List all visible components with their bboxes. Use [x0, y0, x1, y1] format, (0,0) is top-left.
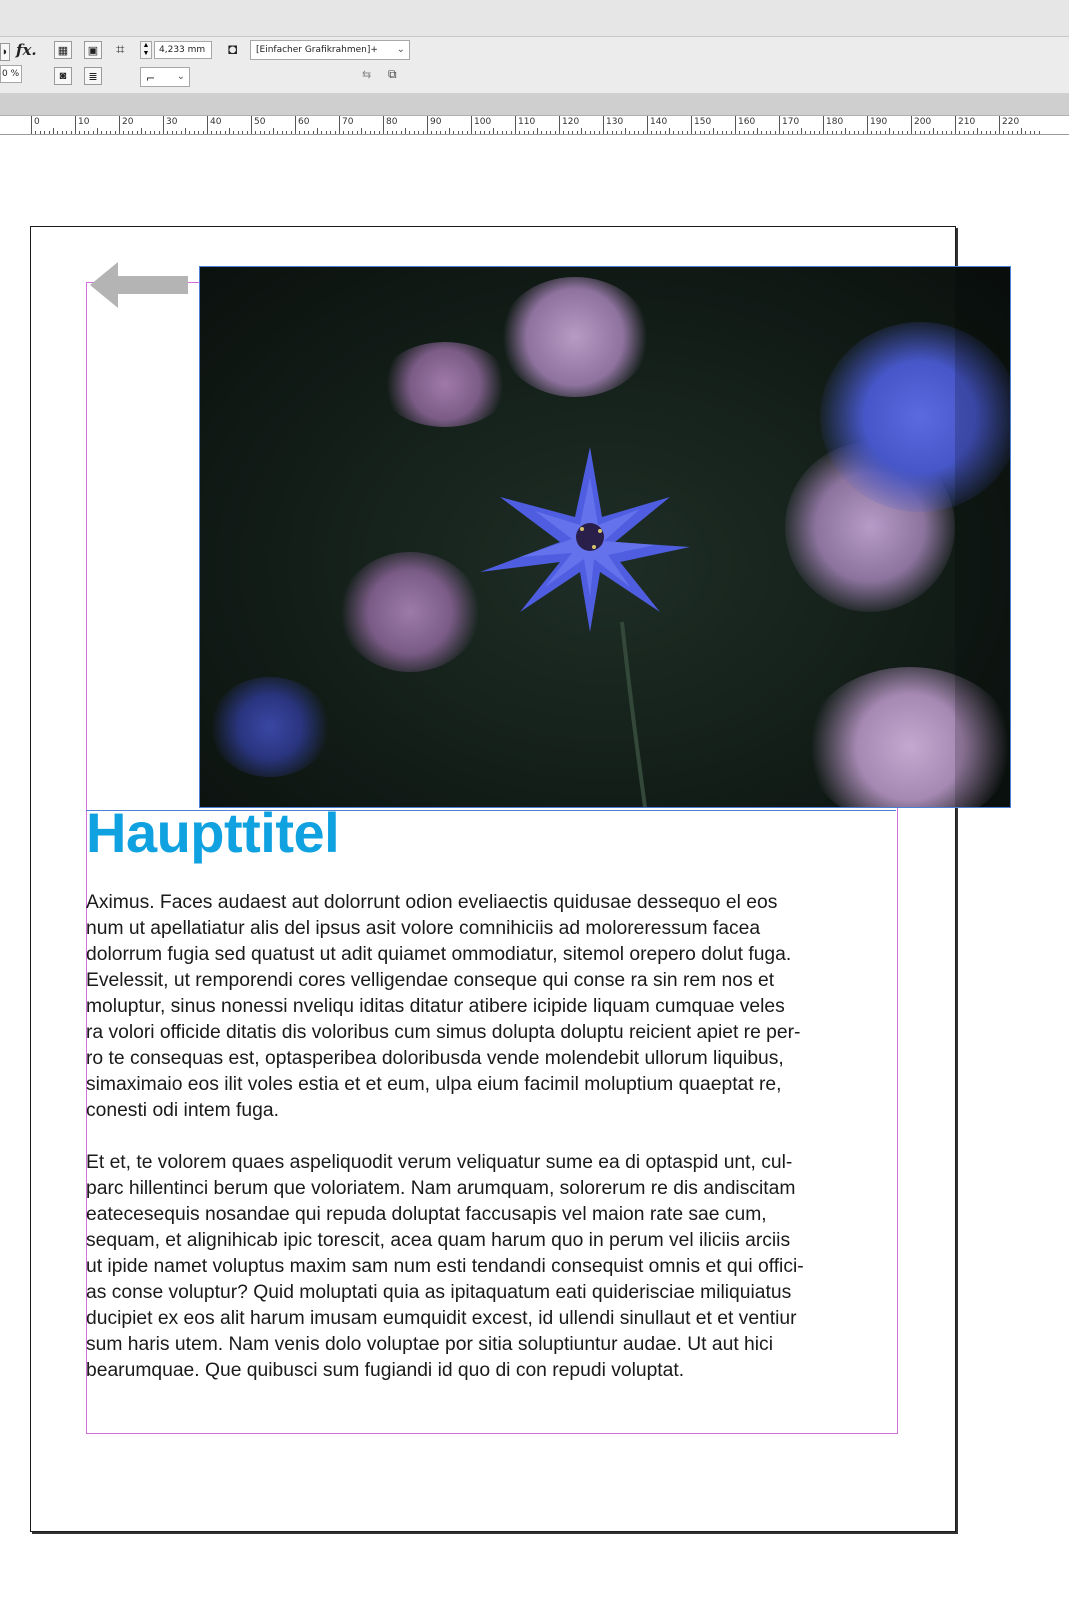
style-options-icon[interactable]: ⧉	[388, 67, 397, 81]
ruler-minor-tick	[418, 131, 419, 134]
ruler-minor-tick	[858, 131, 859, 134]
ruler-minor-tick	[49, 131, 50, 134]
ruler-minor-tick	[669, 128, 670, 134]
fill-frame-icon[interactable]: ▦	[54, 41, 72, 59]
ruler-minor-tick	[775, 131, 776, 134]
ruler-minor-tick	[101, 131, 102, 134]
ruler-minor-tick	[770, 131, 771, 134]
ruler-minor-tick	[238, 131, 239, 134]
ruler-minor-tick	[423, 131, 424, 134]
ruler-minor-tick	[396, 131, 397, 134]
ruler-minor-tick	[1039, 131, 1040, 134]
ruler-minor-tick	[607, 131, 608, 134]
ruler-minor-tick	[405, 128, 406, 134]
ruler-minor-tick	[352, 131, 353, 134]
ruler-minor-tick	[225, 131, 226, 134]
ruler-minor-tick	[357, 131, 358, 134]
ruler-tick	[955, 116, 956, 134]
ruler-minor-tick	[511, 131, 512, 134]
ruler-minor-tick	[880, 131, 881, 134]
page-title[interactable]: Haupttitel	[86, 801, 340, 864]
ruler-minor-tick	[211, 131, 212, 134]
ruler-minor-tick	[1034, 131, 1035, 134]
ruler-minor-tick	[990, 131, 991, 134]
ruler-label: 0	[34, 117, 40, 127]
ruler-tick	[911, 116, 912, 134]
ruler-minor-tick	[805, 131, 806, 134]
ruler-minor-tick	[541, 131, 542, 134]
ruler-minor-tick	[907, 131, 908, 134]
ruler-minor-tick	[836, 131, 837, 134]
ruler-minor-tick	[159, 131, 160, 134]
ruler-label: 60	[298, 117, 310, 127]
ruler-label: 200	[914, 117, 932, 127]
ruler-label: 30	[166, 117, 178, 127]
ruler-minor-tick	[849, 131, 850, 134]
ruler-minor-tick	[145, 131, 146, 134]
ruler-minor-tick	[889, 128, 890, 134]
ruler-minor-tick	[343, 131, 344, 134]
object-style-icon: ◘	[228, 41, 238, 58]
ruler-minor-tick	[792, 131, 793, 134]
ruler-minor-tick	[150, 131, 151, 134]
ruler-minor-tick	[893, 131, 894, 134]
ruler-minor-tick	[810, 131, 811, 134]
ruler-minor-tick	[401, 131, 402, 134]
ruler-minor-tick	[814, 131, 815, 134]
arrow-left-icon	[90, 262, 190, 308]
stroke-type-dropdown[interactable]: ⌐ ⌄	[140, 67, 190, 87]
ruler-tick	[603, 116, 604, 134]
ruler-minor-tick	[744, 131, 745, 134]
ruler-minor-tick	[946, 131, 947, 134]
ruler-tick	[999, 116, 1000, 134]
ruler-minor-tick	[555, 131, 556, 134]
ruler-minor-tick	[951, 131, 952, 134]
ruler-minor-tick	[1017, 131, 1018, 134]
ruler-minor-tick	[656, 131, 657, 134]
ruler-label: 40	[210, 117, 222, 127]
ruler-minor-tick	[722, 131, 723, 134]
ruler-tick	[339, 116, 340, 134]
ruler-minor-tick	[97, 128, 98, 134]
ruler-minor-tick	[731, 131, 732, 134]
ruler-minor-tick	[524, 131, 525, 134]
ruler-minor-tick	[801, 128, 802, 134]
clear-overrides-icon[interactable]: ⇆	[362, 69, 372, 81]
ruler-minor-tick	[229, 128, 230, 134]
control-panel	[0, 37, 1069, 93]
ruler-minor-tick	[502, 131, 503, 134]
ruler-minor-tick	[313, 131, 314, 134]
application-bar	[0, 0, 1069, 37]
ruler-minor-tick	[651, 131, 652, 134]
ruler-minor-tick	[1025, 131, 1026, 134]
ruler-minor-tick	[634, 131, 635, 134]
ruler-minor-tick	[898, 131, 899, 134]
ruler-minor-tick	[563, 131, 564, 134]
ruler-minor-tick	[291, 131, 292, 134]
ruler-minor-tick	[326, 131, 327, 134]
ruler-label: 190	[870, 117, 888, 127]
align-icon[interactable]: ≣	[84, 67, 102, 85]
ruler-tick	[119, 116, 120, 134]
ruler-tick	[75, 116, 76, 134]
ruler-minor-tick	[682, 131, 683, 134]
ruler-tick	[427, 116, 428, 134]
ruler-label: 100	[474, 117, 492, 127]
ruler-minor-tick	[194, 131, 195, 134]
ruler-label: 170	[782, 117, 800, 127]
ruler-minor-tick	[1021, 128, 1022, 134]
ruler-minor-tick	[590, 131, 591, 134]
ruler-minor-tick	[489, 131, 490, 134]
ruler-minor-tick	[981, 131, 982, 134]
ruler-tick	[691, 116, 692, 134]
ruler-tick	[163, 116, 164, 134]
ruler-minor-tick	[616, 131, 617, 134]
ruler-minor-tick	[687, 131, 688, 134]
ruler-tick	[735, 116, 736, 134]
ruler-minor-tick	[528, 131, 529, 134]
ruler-minor-tick	[335, 131, 336, 134]
ruler-minor-tick	[572, 131, 573, 134]
ruler-minor-tick	[379, 131, 380, 134]
ruler-minor-tick	[387, 131, 388, 134]
ruler-minor-tick	[761, 131, 762, 134]
ruler-minor-tick	[53, 128, 54, 134]
ruler-minor-tick	[841, 131, 842, 134]
ruler-minor-tick	[84, 131, 85, 134]
ruler-minor-tick	[832, 131, 833, 134]
ruler-minor-tick	[713, 128, 714, 134]
ruler-minor-tick	[115, 131, 116, 134]
ruler-minor-tick	[717, 131, 718, 134]
ruler-minor-tick	[445, 131, 446, 134]
ruler-minor-tick	[643, 131, 644, 134]
ruler-minor-tick	[493, 128, 494, 134]
ruler-minor-tick	[942, 131, 943, 134]
ruler-minor-tick	[876, 131, 877, 134]
ruler-minor-tick	[348, 131, 349, 134]
ruler-minor-tick	[924, 131, 925, 134]
ruler-minor-tick	[665, 131, 666, 134]
ruler-tick	[647, 116, 648, 134]
ruler-minor-tick	[973, 131, 974, 134]
ruler-minor-tick	[79, 131, 80, 134]
ruler-tick	[867, 116, 868, 134]
ruler-minor-tick	[273, 128, 274, 134]
ruler-minor-tick	[594, 131, 595, 134]
ruler-label: 10	[78, 117, 90, 127]
ruler-minor-tick	[93, 131, 94, 134]
ruler-tick	[779, 116, 780, 134]
ruler-label: 20	[122, 117, 134, 127]
ruler-minor-tick	[748, 131, 749, 134]
ruler-minor-tick	[167, 131, 168, 134]
ruler-minor-tick	[533, 131, 534, 134]
ruler-minor-tick	[154, 131, 155, 134]
ruler-minor-tick	[700, 131, 701, 134]
ruler-minor-tick	[885, 131, 886, 134]
ruler-minor-tick	[519, 131, 520, 134]
ruler-label: 180	[826, 117, 844, 127]
ruler-minor-tick	[621, 131, 622, 134]
ruler-tick	[471, 116, 472, 134]
ruler-minor-tick	[453, 131, 454, 134]
ruler-minor-tick	[995, 131, 996, 134]
ruler-minor-tick	[612, 131, 613, 134]
ruler-minor-tick	[537, 128, 538, 134]
ruler-minor-tick	[330, 131, 331, 134]
ruler-minor-tick	[568, 131, 569, 134]
object-style-value: [Einfacher Grafikrahmen]+	[256, 45, 378, 55]
ruler-minor-tick	[35, 131, 36, 134]
stroke-weight-icon: ⌗	[116, 41, 125, 58]
ruler-minor-tick	[845, 128, 846, 134]
ruler-minor-tick	[216, 131, 217, 134]
ruler-minor-tick	[269, 131, 270, 134]
ruler-label: 80	[386, 117, 398, 127]
ruler-minor-tick	[577, 131, 578, 134]
ruler-minor-tick	[788, 131, 789, 134]
ruler-tick	[295, 116, 296, 134]
ruler-minor-tick	[660, 131, 661, 134]
ruler-minor-tick	[753, 131, 754, 134]
ruler-minor-tick	[854, 131, 855, 134]
ruler-minor-tick	[282, 131, 283, 134]
ruler-minor-tick	[475, 131, 476, 134]
fx-button[interactable]: fx.	[16, 41, 37, 59]
ruler-label: 210	[958, 117, 976, 127]
ruler-minor-tick	[317, 128, 318, 134]
ruler-minor-tick	[62, 131, 63, 134]
chevron-down-icon: ⌄	[396, 44, 405, 55]
clip-icon[interactable]: ◗	[0, 43, 10, 61]
ruler-minor-tick	[176, 131, 177, 134]
ruler-label: 220	[1002, 117, 1020, 127]
ruler-minor-tick	[783, 131, 784, 134]
ruler-minor-tick	[726, 131, 727, 134]
ruler-minor-tick	[863, 131, 864, 134]
ruler-minor-tick	[739, 131, 740, 134]
ruler-minor-tick	[902, 131, 903, 134]
ruler-label: 70	[342, 117, 354, 127]
ruler-minor-tick	[132, 131, 133, 134]
ruler-minor-tick	[678, 131, 679, 134]
ruler-minor-tick	[933, 128, 934, 134]
ruler-label: 150	[694, 117, 712, 127]
ruler-minor-tick	[247, 131, 248, 134]
document-tab-bar	[0, 93, 1069, 116]
ruler-minor-tick	[915, 131, 916, 134]
ruler-minor-tick	[137, 131, 138, 134]
ruler-minor-tick	[929, 131, 930, 134]
chevron-down-icon: ⌄	[176, 71, 185, 82]
ruler-minor-tick	[827, 131, 828, 134]
ruler-minor-tick	[361, 128, 362, 134]
ruler-minor-tick	[321, 131, 322, 134]
horizontal-ruler	[0, 116, 1069, 135]
body-paragraph-2[interactable]: Et et, te volorem quaes aspeliquodit verum veliquatur sume ea di optaspid unt, cul- parc hillentinci berum que voloriatem. Nam arumquam, solorerum re dis andiscitam eatecesequis nosandae qui repuda doluptat faccusapis vel maion rate sae cum, sequam, et alignihicab ipic torescit, acea quam harum quo in perum vel iliciis arciis ut ipide namet voluptus maxim sam num esti tendandi consequist omnis et qui offici- as conse voluptur? Quid moluptati quia as ipitaquatum eati quiderisciae miliquiatus ducipiet ex eos alit harum imusam eumquidit excest, id ullendi sinullaut et et ventiur sum haris utem. Nam venis dolo voluptae por sitia soluptiuntur audae. Ut aut hici bearumquae. Que quibusci sum fugiandi id quo di con repudi voluptat.	[86, 1152, 804, 1381]
ruler-minor-tick	[57, 131, 58, 134]
ruler-minor-tick	[264, 131, 265, 134]
body-paragraph-1[interactable]: Aximus. Faces audaest aut dolorrunt odion eveliaectis quidusae dessequo el eos num ut apellatiatur alis del ipsus asit volore comnihiciis ad moloreressum facea dolorrum fugia sed quatust ut adit quiamet ommodiatur, sitemol orepero dolut fuga. Evelessit, ut remporendi cores velligendae conseque qui conse ra sin rem nos et moluptur, sinus nonessi nveliqu iditas ditatur atibere icipide liquam cumquae veles ra volori officide ditatis dis voloribus cum simus dolupta doluptu reicient apiet re per- ro te consequas est, optasperibea doloribusda vende molendebit ullorum liquibus, simaximaio eos ilit voles estia et et eum, ulpa eium facimil moluptium quaeptat re, conesti odi intem fuga.	[86, 892, 801, 1121]
ruler-tick	[31, 116, 32, 134]
ruler-minor-tick	[484, 131, 485, 134]
ruler-minor-tick	[123, 131, 124, 134]
ruler-label: 160	[738, 117, 756, 127]
ruler-minor-tick	[937, 131, 938, 134]
ruler-minor-tick	[299, 131, 300, 134]
ruler-minor-tick	[71, 131, 72, 134]
ruler-minor-tick	[304, 131, 305, 134]
ruler-minor-tick	[128, 131, 129, 134]
ruler-minor-tick	[409, 131, 410, 134]
ruler-minor-tick	[431, 131, 432, 134]
ruler-minor-tick	[66, 131, 67, 134]
ruler-minor-tick	[625, 128, 626, 134]
ruler-minor-tick	[968, 131, 969, 134]
ruler-minor-tick	[374, 131, 375, 134]
ruler-minor-tick	[44, 131, 45, 134]
ruler-minor-tick	[449, 128, 450, 134]
ruler-minor-tick	[977, 128, 978, 134]
ruler-minor-tick	[467, 131, 468, 134]
stroke-stepper[interactable]: ▲ ▼	[140, 41, 152, 59]
ruler-tick	[251, 116, 252, 134]
ruler-minor-tick	[440, 131, 441, 134]
ruler-minor-tick	[673, 131, 674, 134]
ruler-minor-tick	[1003, 131, 1004, 134]
ruler-minor-tick	[277, 131, 278, 134]
ruler-minor-tick	[185, 128, 186, 134]
ruler-tick	[515, 116, 516, 134]
ruler-minor-tick	[260, 131, 261, 134]
ruler-minor-tick	[308, 131, 309, 134]
ruler-minor-tick	[695, 131, 696, 134]
ruler-minor-tick	[766, 131, 767, 134]
ruler-minor-tick	[462, 131, 463, 134]
ruler-minor-tick	[233, 131, 234, 134]
ruler-minor-tick	[871, 131, 872, 134]
ruler-minor-tick	[709, 131, 710, 134]
ruler-label: 110	[518, 117, 536, 127]
ruler-minor-tick	[1030, 131, 1031, 134]
ruler-minor-tick	[920, 131, 921, 134]
ruler-minor-tick	[141, 128, 142, 134]
fit-content-icon[interactable]: ▣	[84, 41, 102, 59]
ruler-minor-tick	[110, 131, 111, 134]
ruler-minor-tick	[550, 131, 551, 134]
ruler-minor-tick	[40, 131, 41, 134]
ruler-minor-tick	[506, 131, 507, 134]
ruler-minor-tick	[220, 131, 221, 134]
ruler-minor-tick	[797, 131, 798, 134]
ruler-label: 90	[430, 117, 442, 127]
ruler-minor-tick	[172, 131, 173, 134]
ruler-minor-tick	[414, 131, 415, 134]
ruler-minor-tick	[1008, 131, 1009, 134]
opacity-field[interactable]: 0 %	[0, 65, 22, 83]
ruler-minor-tick	[286, 131, 287, 134]
ruler-tick	[559, 116, 560, 134]
ruler-minor-tick	[757, 128, 758, 134]
ruler-label: 140	[650, 117, 668, 127]
flower-photo	[200, 267, 1010, 807]
ruler-minor-tick	[546, 131, 547, 134]
ruler-minor-tick	[497, 131, 498, 134]
ruler-minor-tick	[638, 131, 639, 134]
ruler-minor-tick	[986, 131, 987, 134]
ruler-minor-tick	[106, 131, 107, 134]
ruler-minor-tick	[181, 131, 182, 134]
ruler-minor-tick	[629, 131, 630, 134]
ruler-label: 120	[562, 117, 580, 127]
ruler-tick	[383, 116, 384, 134]
stroke-weight-field[interactable]: 4,233 mm	[154, 41, 212, 59]
ruler-minor-tick	[392, 131, 393, 134]
ruler-minor-tick	[365, 131, 366, 134]
ruler-minor-tick	[198, 131, 199, 134]
ruler-tick	[207, 116, 208, 134]
ruler-minor-tick	[585, 131, 586, 134]
ruler-minor-tick	[959, 131, 960, 134]
ruler-minor-tick	[370, 131, 371, 134]
ruler-label: 50	[254, 117, 266, 127]
ruler-minor-tick	[255, 131, 256, 134]
ruler-minor-tick	[599, 131, 600, 134]
image-frame[interactable]	[199, 266, 1011, 808]
object-style-dropdown[interactable]	[250, 40, 410, 60]
ruler-minor-tick	[581, 128, 582, 134]
ruler-minor-tick	[480, 131, 481, 134]
ruler-minor-tick	[436, 131, 437, 134]
ruler-label: 130	[606, 117, 624, 127]
ruler-minor-tick	[819, 131, 820, 134]
ruler-minor-tick	[704, 131, 705, 134]
ruler-minor-tick	[189, 131, 190, 134]
cornflower	[200, 267, 1010, 807]
ruler-minor-tick	[242, 131, 243, 134]
ruler-minor-tick	[1012, 131, 1013, 134]
ruler-minor-tick	[458, 131, 459, 134]
ruler-minor-tick	[964, 131, 965, 134]
ruler-tick	[823, 116, 824, 134]
center-content-icon[interactable]: ◙	[54, 67, 72, 85]
ruler-minor-tick	[88, 131, 89, 134]
ruler-minor-tick	[203, 131, 204, 134]
